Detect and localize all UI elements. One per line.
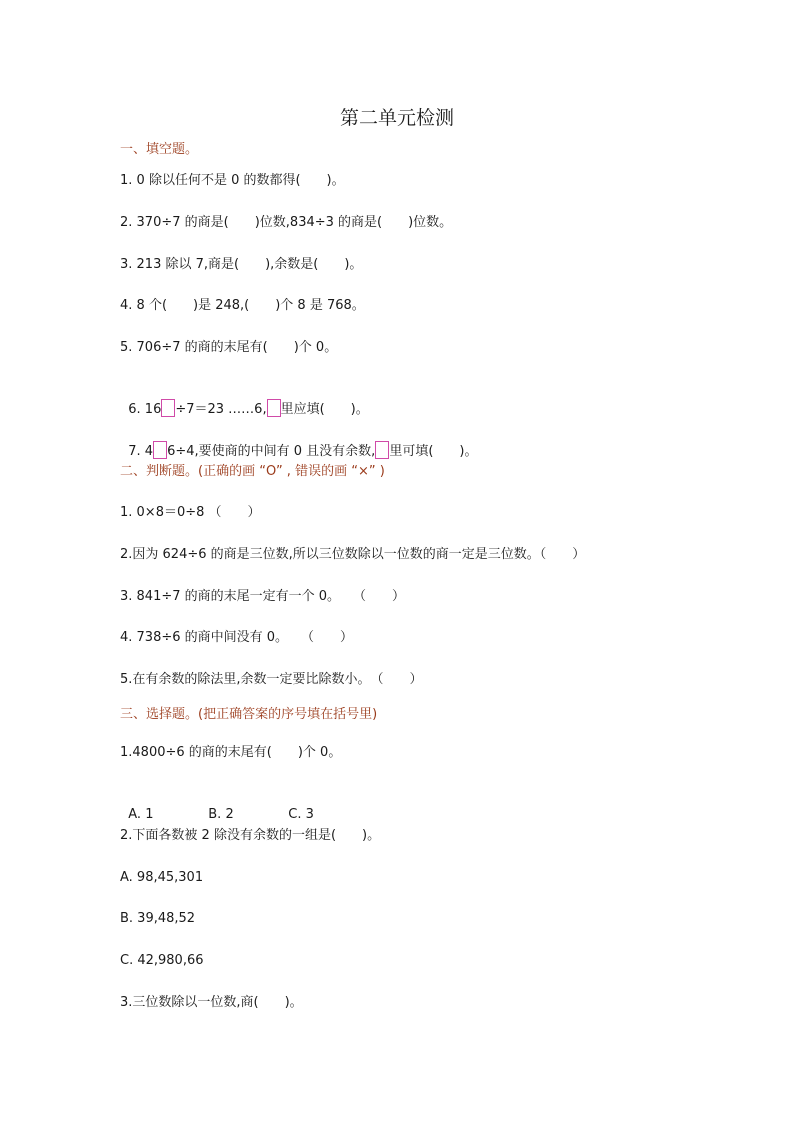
question-judge-5: 5.在有余数的除法里,余数一定要比除数小。 （ ） [120, 672, 423, 687]
blank-box [153, 441, 167, 459]
option-c: C. 3 [288, 807, 314, 822]
question-fill-2: 2. 370÷7 的商是( )位数,834÷3 的商是( )位数。 [120, 215, 453, 230]
question-judge-1: 1. 0×8＝0÷8 （ ） [120, 505, 261, 520]
option-c: C. 42,980,66 [120, 953, 204, 968]
question-fill-3: 3. 213 除以 7,商是( ),余数是( )。 [120, 257, 363, 272]
question-fill-6-part-a: 6. 16 [128, 402, 162, 417]
question-choice-1-options [120, 785, 760, 825]
question-fill-6-part-b: ÷7＝23 ……6, [175, 402, 267, 417]
question-choice-2: 2.下面各数被 2 除没有余数的一组是( )。 [120, 828, 381, 843]
option-a: A. 98,45,301 [120, 870, 204, 885]
option-b: B. 39,48,52 [120, 911, 196, 926]
question-fill-7-part-a: 7. 4 [128, 444, 154, 459]
option-b: B. 2 [208, 807, 234, 822]
section-heading-choice: 三、选择题。(把正确答案的序号填在括号里) [120, 707, 378, 722]
question-fill-5: 5. 706÷7 的商的末尾有( )个 0。 [120, 340, 338, 355]
option-a: A. 1 [128, 807, 154, 822]
question-fill-1: 1. 0 除以任何不是 0 的数都得( )。 [120, 173, 345, 188]
page-title: 第二单元检测 [339, 107, 454, 129]
question-fill-6 [120, 379, 760, 420]
question-fill-6-part-c: 里应填( )。 [280, 402, 369, 417]
question-choice-1: 1.4800÷6 的商的末尾有( )个 0。 [120, 745, 342, 760]
question-fill-7-part-c: 里可填( )。 [389, 444, 478, 459]
blank-box [375, 441, 389, 459]
question-judge-4: 4. 738÷6 的商中间没有 0。 （ ） [120, 630, 354, 645]
question-fill-7 [120, 421, 760, 462]
question-fill-4: 4. 8 个( )是 248,( )个 8 是 768。 [120, 298, 365, 313]
question-judge-2: 2.因为 624÷6 的商是三位数,所以三位数除以一位数的商一定是三位数。（ ） [120, 547, 586, 562]
question-fill-7-part-b: 6÷4,要使商的中间有 0 且没有余数, [167, 444, 376, 459]
question-choice-3: 3.三位数除以一位数,商( )。 [120, 995, 303, 1010]
section-heading-fill: 一、填空题。 [120, 142, 199, 157]
section-heading-judge: 二、判断题。(正确的画 “O” , 错误的画 “×” ) [120, 464, 385, 479]
question-judge-3: 3. 841÷7 的商的末尾一定有一个 0。 （ ） [120, 589, 406, 604]
blank-box [267, 399, 281, 417]
blank-box [161, 399, 175, 417]
